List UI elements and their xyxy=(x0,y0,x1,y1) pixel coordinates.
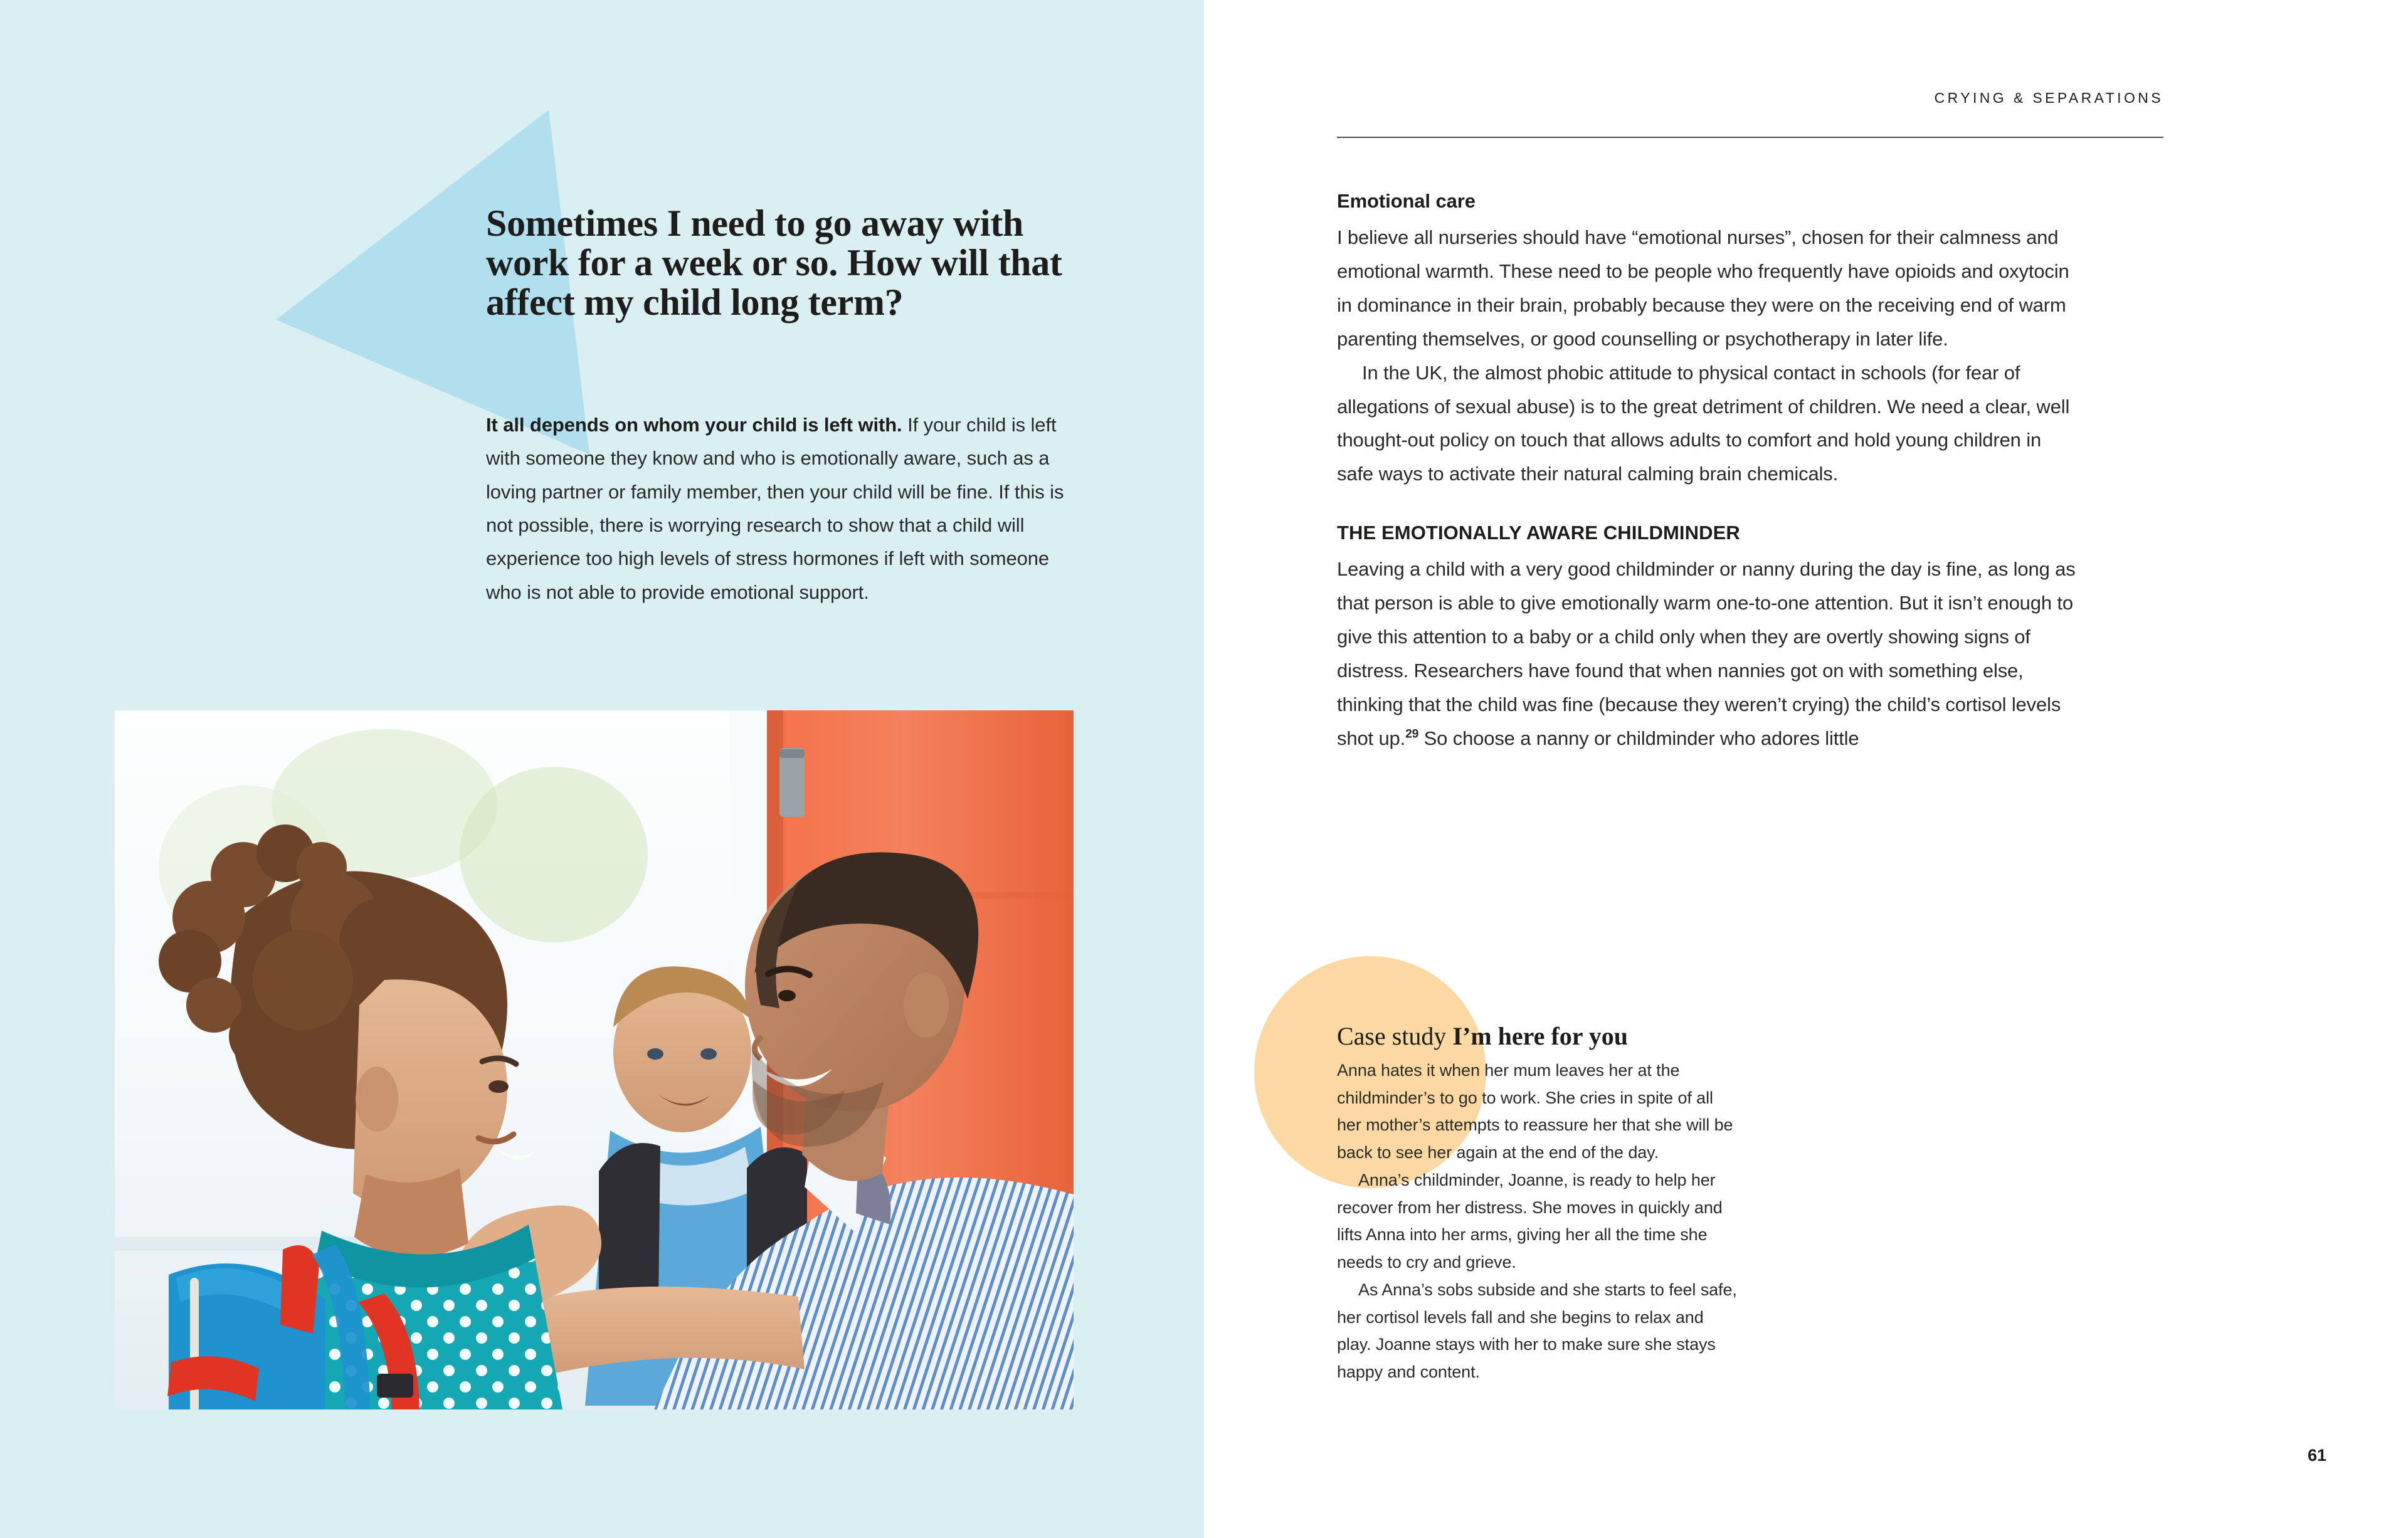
paragraph-childminder-text-b: So choose a nanny or childminder who adores little xyxy=(1418,727,1859,749)
case-study-paragraph-3: As Anna’s sobs subside and she starts to feel safe, her cortisol levels fall and she begins to relax and play. Joanne stays with her to make sure she stays happy and content. xyxy=(1337,1280,1737,1382)
case-study-label: Case study xyxy=(1337,1022,1447,1050)
page-number: 61 xyxy=(2307,1446,2326,1465)
paragraph-childminder xyxy=(1337,552,2080,756)
header-divider-rule xyxy=(1337,137,2163,138)
question-headline: Sometimes I need to go away with work for a week or so. How will that affect my child long term? xyxy=(486,203,1062,324)
answer-rest-text: If your child is left with someone they know and who is emotionally aware, such as a loving partner or family member, then your child will be fine. If this is not possible, there is worrying research to show that a child will experience too high levels of stress hormones if left with someone who is not able to provide emotional support. xyxy=(486,414,1064,603)
photo-father-and-children xyxy=(115,710,1074,1409)
answer-paragraph xyxy=(486,408,1075,609)
footnote-marker: 29 xyxy=(1405,727,1419,741)
paragraph-emotional-care-2: In the UK, the almost phobic attitude to physical contact in schools (for fear of allegations of sexual abuse) is to the great detriment of children. We need a clear, well thought-out policy on touch that allows adults to comfort and hold young children in safe ways to activate their natural calming brain chemicals. xyxy=(1337,361,2070,485)
case-study-title: I’m here for you xyxy=(1452,1022,1629,1050)
paragraph-emotional-care-1: I believe all nurseries should have “emotional nurses”, chosen for their calmness and emotional warmth. These need to be people who frequently have opioids and oxytocin in dominance in their brain, probably because they were on the receiving end of warm parenting themselves, or good counselling or psychotherapy in later life. xyxy=(1337,226,2069,350)
section-heading-emotional-care: Emotional care xyxy=(1337,190,1476,212)
case-study-heading xyxy=(1337,1022,1738,1051)
running-header: CRYING & SEPARATIONS xyxy=(1934,90,2163,106)
case-study-paragraph-1: Anna hates it when her mum leaves her at the childminder’s to go to work. She cries in spite of all her mother’s attempts to reassure her that she will be back to see her again at the end of the day. xyxy=(1337,1061,1733,1162)
main-text-column xyxy=(1337,188,2080,756)
section-heading-childminder: THE EMOTIONALLY AWARE CHILDMINDER xyxy=(1337,522,1740,544)
case-study-content xyxy=(1337,1022,1738,1386)
paragraph-childminder-text-a: Leaving a child with a very good childminder or nanny during the day is fine, as long as that person is able to give emotionally warm one-to-one attention. But it isn’t enough to give this attention to a baby or a child only when they are overtly showing signs of distress. Researchers have found that when nannies got on with something else, thinking that the child was fine (because they weren’t crying) the child’s cortisol levels shot up. xyxy=(1337,558,2076,749)
case-study-paragraph-2: Anna’s childminder, Joanne, is ready to help her recover from her distress. She moves in quickly and lifts Anna into her arms, giving her all the time she needs to cry and grieve. xyxy=(1337,1170,1723,1272)
answer-lead-sentence: It all depends on whom your child is left with. xyxy=(486,414,902,436)
right-page xyxy=(1204,0,2408,1538)
case-study-block xyxy=(1204,956,2408,1395)
